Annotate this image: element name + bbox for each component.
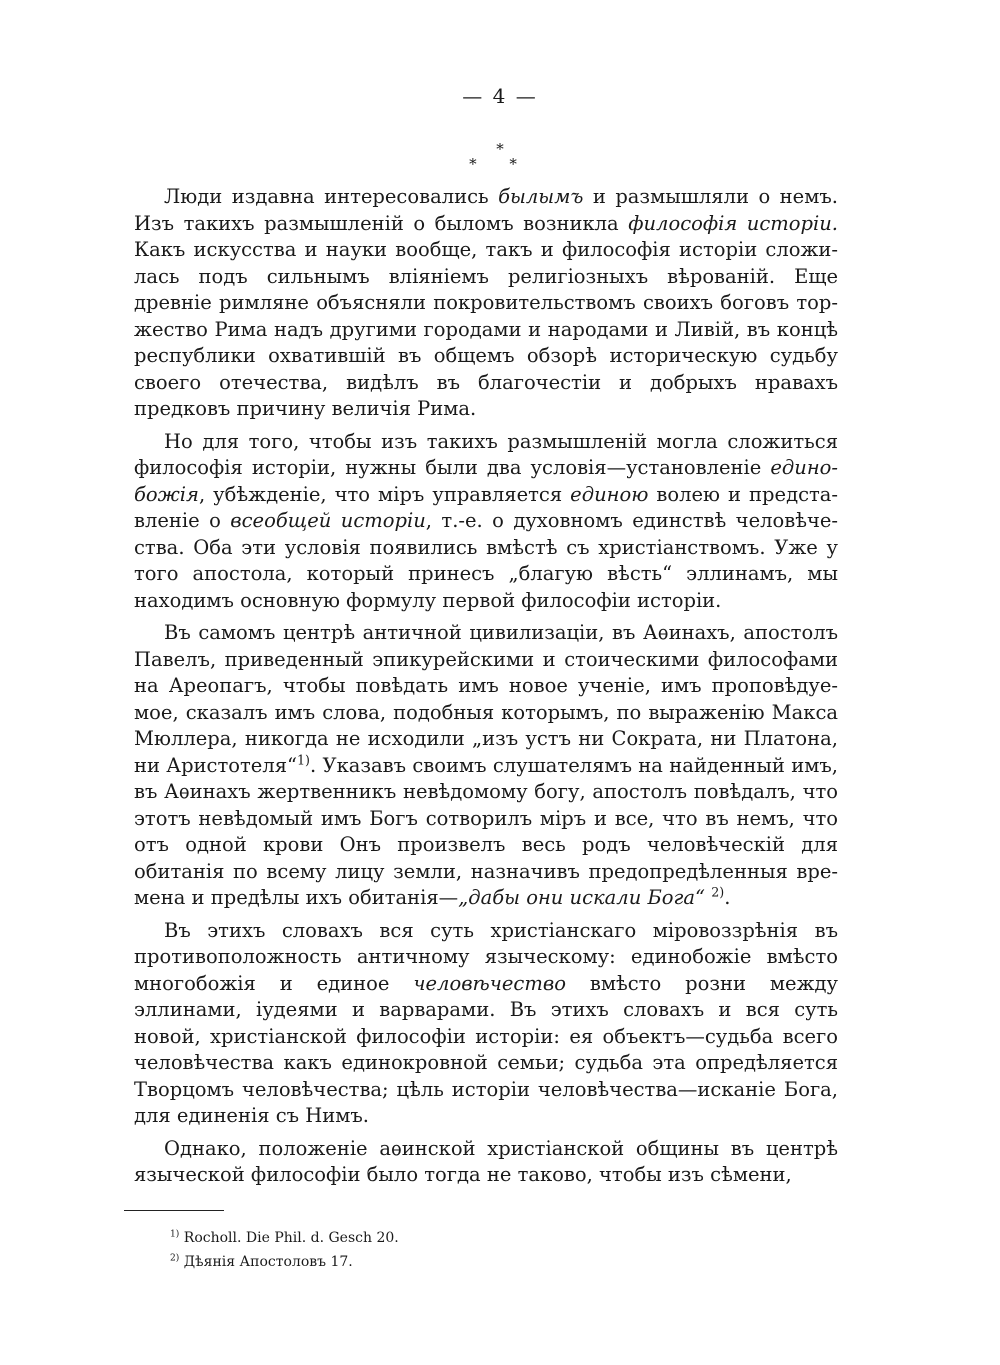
page-number: — 4 — (462, 84, 538, 108)
italic-text: былымъ (498, 185, 584, 208)
text-run: Однако, положеніе аѳинской христіанской общины въ центрѣ языческой философіи было тогда не таково, чтобы изъ сѣмени, (134, 1136, 838, 1186)
asterism-divider (0, 142, 1000, 172)
footnotes (170, 1226, 770, 1274)
text-run: . Указавъ своимъ слушателямъ на найденный имъ, въ Аѳинахъ жертвенникъ невѣдомому богу, апостолъ повѣдалъ, что этотъ невѣдомый имъ Богъ сотворилъ міръ и все, что въ немъ, что отъ одной крови Онъ произвелъ весь родъ человѣческій для обитанія по всему лицу земли, назначивъ предопредѣленныя времена и предѣлы ихъ обитанія— (134, 753, 838, 909)
footnote-2 (170, 1250, 770, 1274)
footnote-1 (170, 1226, 770, 1250)
text-run: Но для того, чтобы изъ такихъ размышленій могла сложиться философія исторіи, нужны были два условія—установленіе (134, 429, 838, 479)
text-run: и размышляли о немъ. Изъ такихъ размышленій о быломъ возникла (134, 185, 838, 235)
italic-text: „дабы они искали Бога“ (458, 886, 705, 909)
text-run: вмѣсто розни между эллинами, іудеями и варварами. Въ этихъ словахъ и вся суть новой, христіанской философіи исторіи: ея объектъ—судьба всего человѣчества какъ единокровной семьи; судьба эта опредѣляется Творцомъ человѣчества; цѣль исторіи человѣчества—исканіе Бога, для единенія съ Нимъ. (134, 971, 838, 1127)
paragraph (134, 620, 838, 912)
footnote-2-text: Дѣянія Апостоловъ 17. (183, 1254, 353, 1270)
text-run: Въ этихъ словахъ вся суть христіанскаго міровоззрѣнія въ противоположность античному языческому: единобожіе вмѣсто многобожія и единое (134, 918, 838, 995)
text-run: , убѣжденіе, что міръ управляется (198, 482, 571, 506)
asterism-stars-bottom: * * (469, 155, 531, 173)
footnote-2-mark: 2) (170, 1253, 180, 1264)
footnote-1-text: Rocholl. Die Phil. d. Gesch 20. (183, 1230, 399, 1246)
italic-text: философія исторіи. (628, 211, 838, 235)
text-run: волею и представленіе о (134, 482, 838, 532)
text-run: Люди издавна интересовались (164, 185, 499, 208)
text-run: . (724, 886, 731, 909)
text-run: Въ самомъ центрѣ античной цивилизаціи, въ Аѳинахъ, апостолъ Павелъ, приведенный эпикурейскими и стоическими философами на Ареопагъ, чтобы повѣдать имъ новое ученіе, имъ проповѣдуемое, сказалъ имъ слова, подобныя которымъ, по выраженію Макса Мюллера, никогда не исходили „изъ устъ ни Сократа, ни Платона, ни Аристотеля“ (134, 621, 838, 777)
italic-text: человѣчество (413, 971, 566, 995)
italic-text: единою (570, 482, 649, 506)
asterism-star-top: * (496, 140, 504, 158)
text-run: , т.-е. о духовномъ единствѣ человѣчества. Оба эти условія появились вмѣстѣ съ христіанствомъ. Уже у того апостола, который принесъ „благую вѣсть“ эллинамъ, мы находимъ основную формулу первой философіи исторіи. (134, 509, 838, 612)
footnote-ref: 1) (296, 752, 310, 767)
paragraph (134, 429, 838, 615)
paragraph (134, 1136, 838, 1189)
text-run: Какъ искусства и науки вообще, такъ и философія исторіи сложилась подъ сильнымъ вліяніемъ религіозныхъ вѣрованій. Еще древніе римляне объясняли покровительствомъ своихъ боговъ торжество Рима надъ другими городами и народами и Ливій, въ концѣ республики охватившій въ общемъ обзорѣ историческую судьбу своего отечества, видѣлъ въ благочестіи и добрыхъ нравахъ предковъ причину величія Рима. (134, 238, 838, 420)
paragraph (134, 918, 838, 1130)
footnote-ref: 2) (711, 884, 725, 900)
main-text (134, 184, 838, 1195)
italic-text: единобожія (134, 456, 838, 506)
footnote-rule (124, 1210, 224, 1211)
footnote-1-mark: 1) (170, 1229, 180, 1240)
italic-text: всеобщей исторіи (230, 509, 426, 532)
paragraph (134, 184, 838, 423)
